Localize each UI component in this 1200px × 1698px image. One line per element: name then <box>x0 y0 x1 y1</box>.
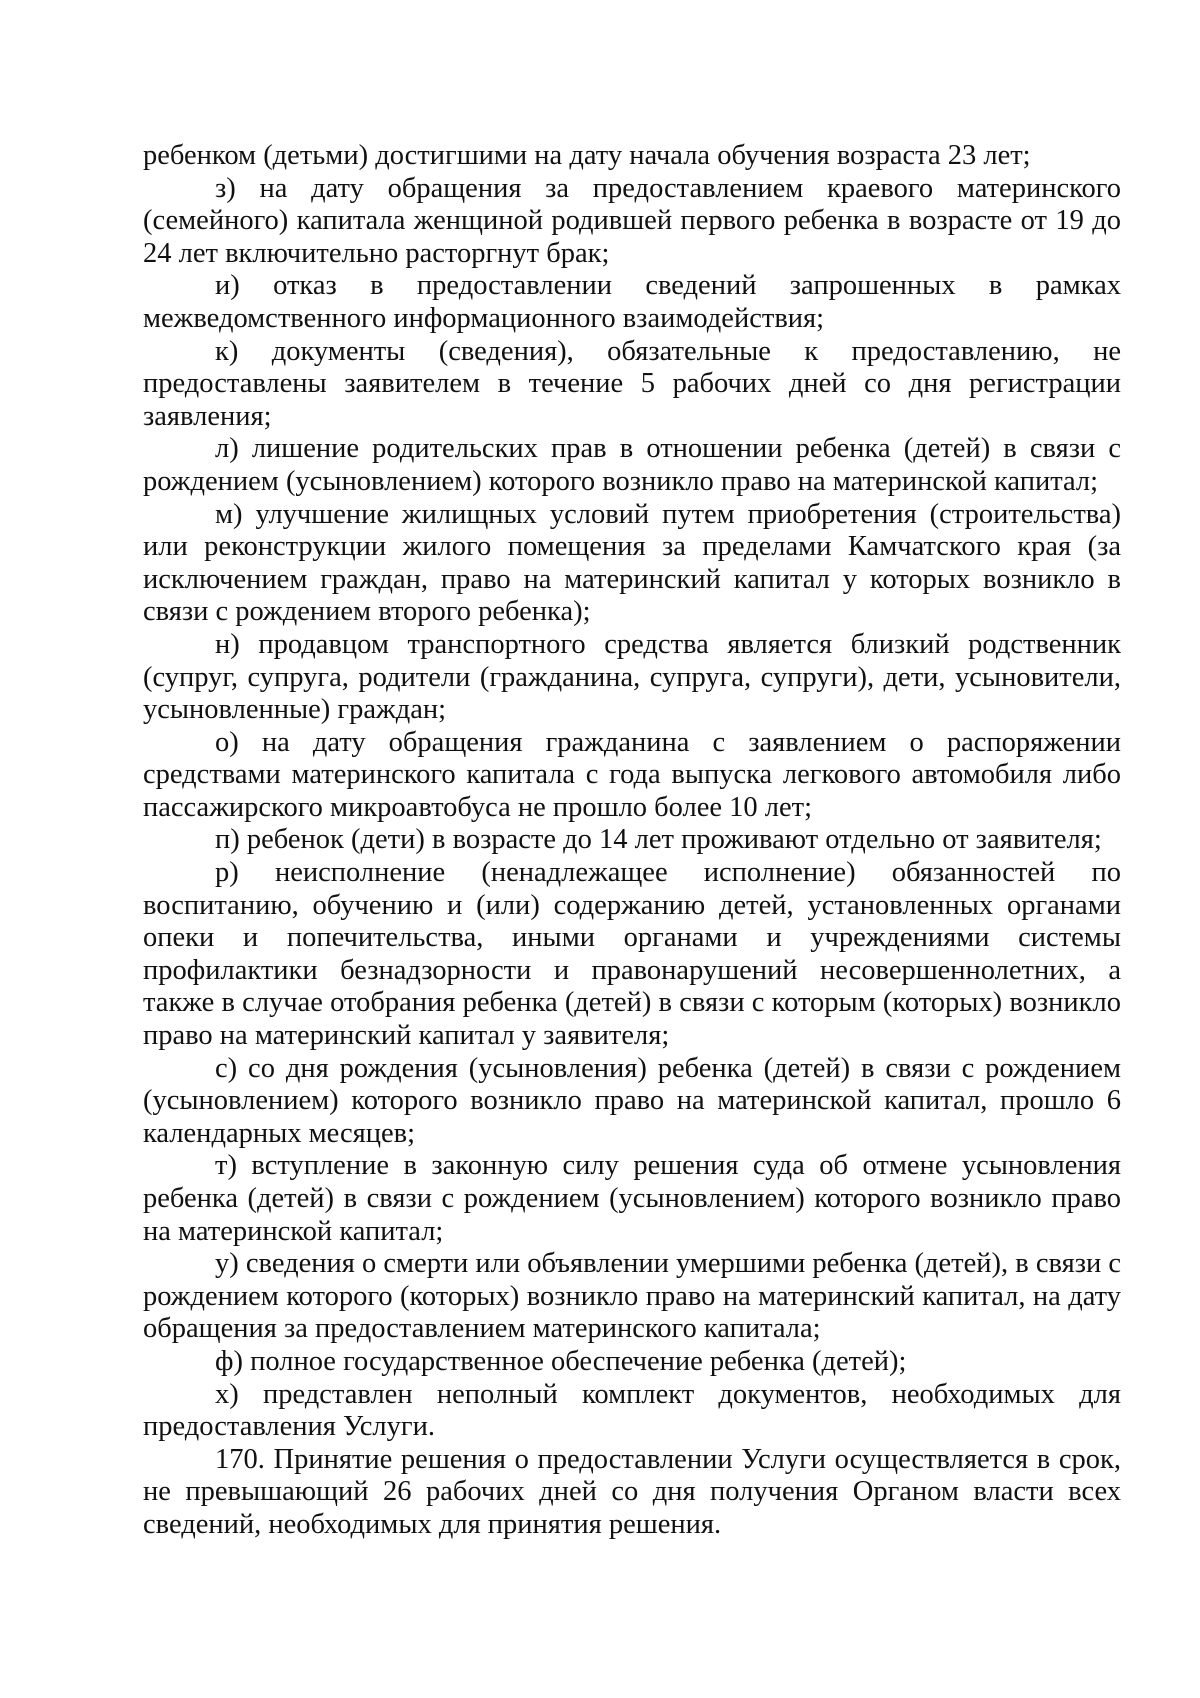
list-item-u <box>143 1248 1121 1346</box>
list-item-t <box>143 1150 1121 1248</box>
list-item-label: з) <box>215 172 236 204</box>
list-item-kh <box>143 1379 1121 1444</box>
list-item-label: р) <box>215 857 239 889</box>
list-item-text: улучшение жилищных условий путем приобретения (строительства) или реконструкции жилого помещения за пределами Камчатского края (за исключением граждан, право на материнский капитал у которых возникло в связи с рождением второго ребенка); <box>143 498 1121 628</box>
document-page <box>143 140 1121 1542</box>
list-item-label: о) <box>215 726 239 758</box>
list-item-text: со дня рождения (усыновления) ребенка (детей) в связи с рождением (усыновлением) которого возникло право на материнской капитал, прошло 6 календарных месяцев; <box>143 1052 1121 1149</box>
list-item-z <box>143 173 1121 271</box>
list-item-r <box>143 857 1121 1053</box>
list-item-text: сведения о смерти или объявлении умершими ребенка (детей), в связи с рождением которого (которых) возникло право на материнский капитал, на дату обращения за предоставлением материнского капитала; <box>143 1248 1121 1345</box>
section-170 <box>143 1444 1121 1542</box>
list-item-text: документы (сведения), обязательные к предоставлению, не предоставлены заявителем в течение 5 рабочих дней со дня регистрации заявления; <box>143 335 1121 432</box>
section-number: 170. <box>215 1443 265 1475</box>
list-item-f <box>143 1346 1121 1379</box>
list-item-label: к) <box>215 335 239 367</box>
list-item-text: полное государственное обеспечение ребенка (детей); <box>242 1345 907 1377</box>
list-item-label: ф) <box>215 1345 243 1377</box>
list-item-label: п) <box>215 824 240 856</box>
list-item-text: на дату обращения гражданина с заявлением о распоряжении средствами материнского капитала с года выпуска легкового автомобиля либо пассажирского микроавтобуса не прошло более 10 лет; <box>143 726 1121 823</box>
paragraph-continuation <box>143 140 1121 173</box>
list-item-text: представлен неполный комплект документов, необходимых для предоставления Услуги. <box>143 1378 1121 1443</box>
section-text: Принятие решения о предоставлении Услуги осуществляется в срок, не превышающий 26 рабочих дней со дня получения Органом власти всех сведений, необходимых для принятия решения. <box>143 1443 1121 1540</box>
list-item-text: вступление в законную силу решения суда об отмене усыновления ребенка (детей) в связи с рождением (усыновлением) которого возникло право на материнской капитал; <box>143 1150 1121 1247</box>
list-item-text: ребенок (дети) в возрасте до 14 лет проживают отдельно от заявителя; <box>239 824 1102 856</box>
list-item-o <box>143 727 1121 825</box>
list-item-text: лишение родительских прав в отношении ребенка (детей) в связи с рождением (усыновлением) которого возникло право на материнской капитал; <box>143 433 1121 497</box>
list-item-n <box>143 629 1121 727</box>
list-item-text: отказ в предоставлении сведений запрошенных в рамках межведомственного информационного взаимодействия; <box>143 270 1121 334</box>
list-item-label: у) <box>215 1248 239 1280</box>
list-item-text: на дату обращения за предоставлением краевого материнского (семейного) капитала женщиной родившей первого ребенка в возрасте от 19 до 24 лет включительно расторгнут брак; <box>143 172 1121 269</box>
list-item-label: т) <box>215 1150 237 1182</box>
list-item-label: м) <box>215 498 243 530</box>
list-item-i <box>143 270 1121 335</box>
list-item-k <box>143 336 1121 434</box>
list-item-text: продавцом транспортного средства является близкий родственник (супруг, супруга, родители (гражданина, супруга, супруги), дети, усыновители, усыновленные) граждан; <box>143 628 1121 726</box>
paragraph-text: ребенком (детьми) достигшими на дату начала обучения возраста 23 лет; <box>143 140 1031 171</box>
list-item-label: и) <box>215 270 240 302</box>
list-item-s <box>143 1053 1121 1151</box>
list-item-p <box>143 824 1121 857</box>
list-item-m <box>143 499 1121 629</box>
list-item-text: неисполнение (ненадлежащее исполнение) обязанностей по воспитанию, обучению и (или) содержанию детей, установленных органами опеки и попечительства, иными органами и учреждениями системы профилактики безнадзорности и правонарушений несовершеннолетних, а также в случае отобрания ребенка (детей) в связи с которым (которых) возникло право на материнский капитал у заявителя; <box>143 857 1121 1052</box>
list-item-label: х) <box>215 1378 239 1410</box>
list-item-label: л) <box>215 433 239 465</box>
list-item-label: н) <box>215 628 240 660</box>
list-item-l <box>143 433 1121 498</box>
list-item-label: с) <box>215 1052 238 1084</box>
